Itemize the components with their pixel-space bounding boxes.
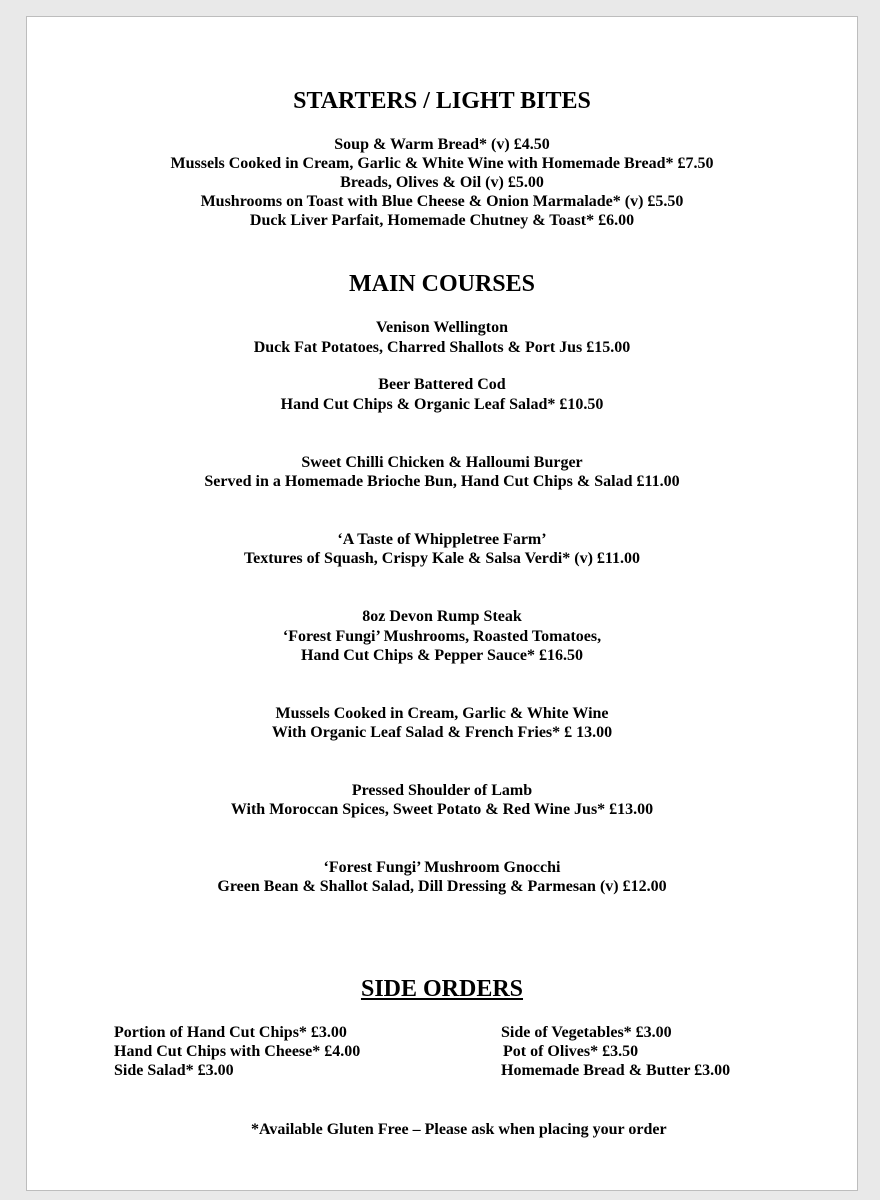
- starter-item: Breads, Olives & Oil (v) £5.00: [340, 174, 544, 191]
- menu-page: [26, 16, 858, 1191]
- starter-item: Duck Liver Parfait, Homemade Chutney & Toast* £6.00: [249, 212, 635, 229]
- main-dish-description: Green Bean & Shallot Salad, Dill Dressing & Parmesan (v) £12.00: [217, 878, 667, 895]
- side-item: Pot of Olives* £3.50: [503, 1043, 639, 1060]
- side-item: Side Salad* £3.00: [114, 1062, 234, 1079]
- starter-item: Mushrooms on Toast with Blue Cheese & Onion Marmalade* (v) £5.50: [200, 193, 684, 210]
- main-dish-title: Pressed Shoulder of Lamb: [351, 782, 533, 799]
- main-dish-title: Beer Battered Cod: [378, 376, 506, 393]
- mains-heading: MAIN COURSES: [348, 271, 536, 297]
- starter-item: Mussels Cooked in Cream, Garlic & White Wine with Homemade Bread* £7.50: [170, 155, 714, 172]
- main-dish-title: Venison Wellington: [375, 319, 509, 336]
- gluten-free-footnote: *Available Gluten Free – Please ask when placing your order: [251, 1121, 667, 1138]
- side-item: Homemade Bread & Butter £3.00: [501, 1062, 731, 1079]
- main-dish-description: Textures of Squash, Crispy Kale & Salsa Verdi* (v) £11.00: [243, 550, 641, 567]
- main-dish-title: Mussels Cooked in Cream, Garlic & White Wine: [275, 705, 609, 722]
- side-item: Hand Cut Chips with Cheese* £4.00: [114, 1043, 361, 1060]
- side-item: Side of Vegetables* £3.00: [501, 1024, 672, 1041]
- main-dish-title: ‘Forest Fungi’ Mushroom Gnocchi: [323, 859, 561, 876]
- main-dish-description: ‘Forest Fungi’ Mushrooms, Roasted Tomatoes,: [282, 628, 602, 645]
- sides-heading: SIDE ORDERS: [360, 976, 524, 1002]
- main-dish-title: Sweet Chilli Chicken & Halloumi Burger: [301, 454, 583, 471]
- main-dish-description: Hand Cut Chips & Organic Leaf Salad* £10.50: [280, 396, 604, 413]
- main-dish-description: Duck Fat Potatoes, Charred Shallots & Port Jus £15.00: [253, 339, 631, 356]
- main-dish-title: ‘A Taste of Whippletree Farm’: [337, 531, 547, 548]
- main-dish-description: Hand Cut Chips & Pepper Sauce* £16.50: [301, 647, 583, 664]
- main-dish-description: With Organic Leaf Salad & French Fries* £ 13.00: [271, 724, 613, 741]
- starter-item: Soup & Warm Bread* (v) £4.50: [334, 136, 550, 153]
- main-dish-title: 8oz Devon Rump Steak: [362, 608, 522, 625]
- side-item: Portion of Hand Cut Chips* £3.00: [114, 1024, 347, 1041]
- main-dish-description: With Moroccan Spices, Sweet Potato & Red Wine Jus* £13.00: [230, 801, 654, 818]
- main-dish-description: Served in a Homemade Brioche Bun, Hand Cut Chips & Salad £11.00: [204, 473, 680, 490]
- starters-heading: STARTERS / LIGHT BITES: [293, 88, 591, 114]
